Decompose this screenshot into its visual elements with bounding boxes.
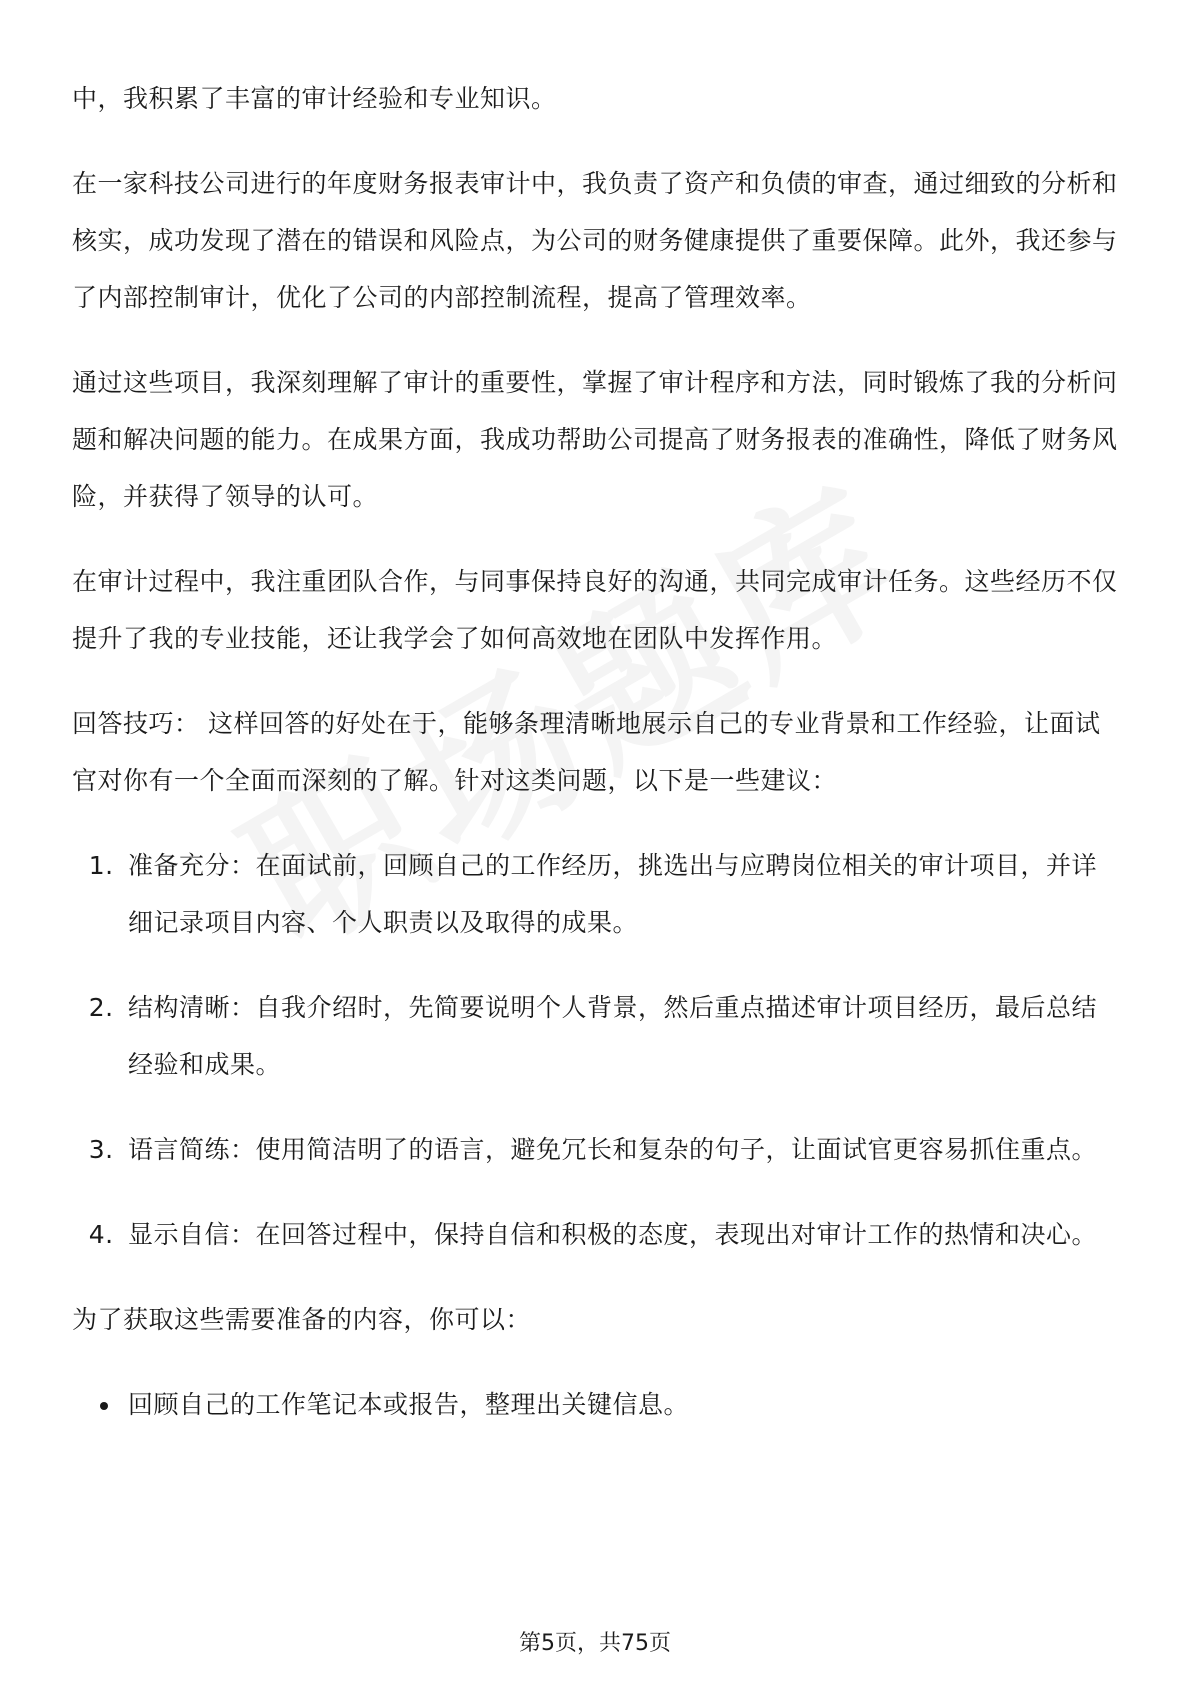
paragraph: 在一家科技公司进行的年度财务报表审计中，我负责了资产和负债的审查，通过细致的分析和核实，成功发现了潜在的错误和风险点，为公司的财务健康提供了重要保障。此外，我还参与了内部控制审计，优化了公司的内部控制流程，提高了管理效率。 — [72, 169, 1118, 312]
answer-tips-paragraph: 回答技巧： 这样回答的好处在于，能够条理清晰地展示自己的专业背景和工作经验，让面试官对你有一个全面而深刻的了解。针对这类问题，以下是一些建议： — [72, 709, 1101, 795]
paragraph: 中，我积累了丰富的审计经验和专业知识。 — [72, 84, 557, 113]
bullet-item: • 回顾自己的工作笔记本或报告，整理出关键信息。 — [122, 1376, 1118, 1433]
tips-list — [72, 837, 1118, 1263]
tip-item: 1. 准备充分：在面试前，回顾自己的工作经历，挑选出与应聘岗位相关的审计项目，并详细记录项目内容、个人职责以及取得的成果。 — [122, 837, 1118, 951]
paragraph: 通过这些项目，我深刻理解了审计的重要性，掌握了审计程序和方法，同时锻炼了我的分析问题和解决问题的能力。在成果方面，我成功帮助公司提高了财务报表的准确性，降低了财务风险，并获得了领导的认可。 — [72, 368, 1118, 511]
tip-item: 3. 语言简练：使用简洁明了的语言，避免冗长和复杂的句子，让面试官更容易抓住重点。 — [122, 1121, 1118, 1178]
tip-item: 4. 显示自信：在回答过程中，保持自信和积极的态度，表现出对审计工作的热情和决心。 — [122, 1206, 1118, 1263]
page-content — [72, 70, 1118, 1433]
page-number: 第5页，共75页 — [519, 1631, 671, 1656]
paragraph: 在审计过程中，我注重团队合作，与同事保持良好的沟通，共同完成审计任务。这些经历不仅提升了我的专业技能，还让我学会了如何高效地在团队中发挥作用。 — [72, 567, 1118, 653]
paragraph: 为了获取这些需要准备的内容，你可以： — [72, 1305, 532, 1334]
tip-item: 2. 结构清晰：自我介绍时，先简要说明个人背景，然后重点描述审计项目经历，最后总结经验和成果。 — [122, 979, 1118, 1093]
bullet-list — [72, 1376, 1118, 1433]
